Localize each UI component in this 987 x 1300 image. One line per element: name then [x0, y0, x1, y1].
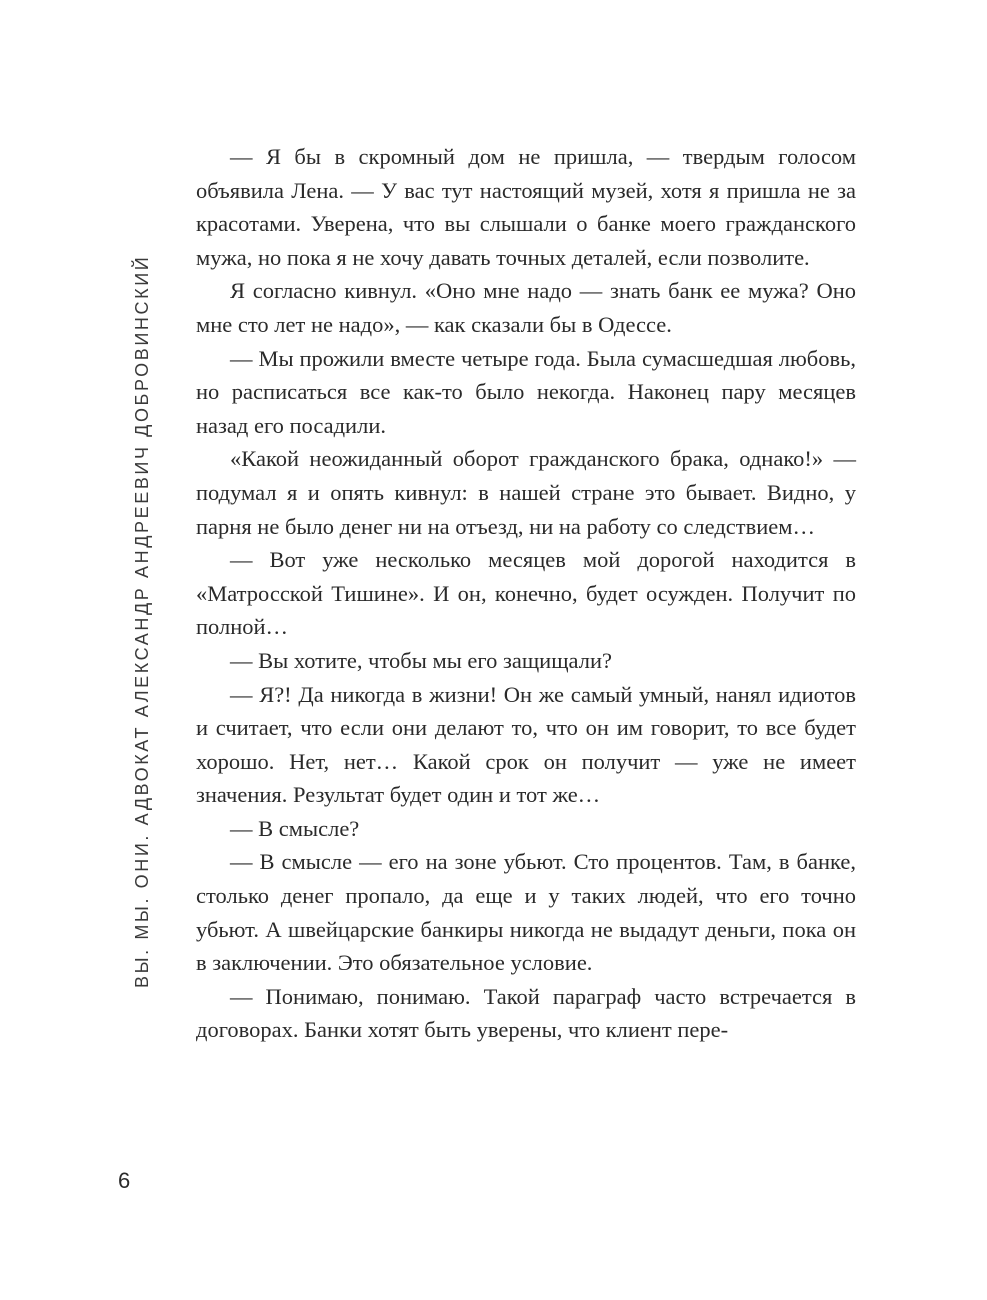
- paragraph: — В смысле?: [230, 815, 360, 841]
- paragraph: — Я?! Да никогда в жизни! Он же самый умный, нанял идиотов и считает, что если они делают то, что он им говорит, то все будет хорошо. Нет, нет… Какой срок он получит — уже не имеет значения. Результат будет один и тот же…: [196, 681, 856, 808]
- paragraph: — Я бы в скромный дом не пришла, — твердым голосом объявила Лена. — У вас тут настоящий музей, хотя я пришла не за красотами. Уверена, что вы слышали о банке моего гражданского мужа, но пока я не хочу давать точных деталей, если позволите.: [196, 144, 856, 270]
- paragraph: — Понимаю, понимаю. Такой параграф часто встречается в договорах. Банки хотят быть уверены, что клиент пере-: [196, 983, 856, 1043]
- body-text: [196, 140, 856, 1047]
- paragraph: — Вы хотите, чтобы мы его защищали?: [230, 647, 612, 673]
- page-number: 6: [118, 1168, 131, 1193]
- paragraph: — В смысле — его на зоне убьют. Сто процентов. Там, в банке, столько денег пропало, да еще и у таких людей, что его точно убьют. А швейцарские банкиры никогда не выдадут деньги, пока он в заключении. Это обязательное условие.: [196, 849, 856, 976]
- paragraph: — Вот уже несколько месяцев мой дорогой находится в «Матросской Тишине». И он, конечно, будет осужден. Получит по полной…: [196, 547, 856, 640]
- running-head: ВЫ. МЫ. ОНИ. АДВОКАТ АЛЕКСАНДР АНДРЕЕВИЧ ДОБРОВИНСКИЙ: [132, 254, 152, 988]
- paragraph: — Мы прожили вместе четыре года. Была сумасшедшая любовь, но расписаться все как-то было некогда. Наконец пару месяцев назад его посадили.: [196, 345, 856, 438]
- paragraph: «Какой неожиданный оборот гражданского брака, однако!» — подумал я и опять кивнул: в нашей стране это бывает. Видно, у парня не было денег ни на отъезд, ни на работу со следствием…: [196, 446, 856, 539]
- paragraph: Я согласно кивнул. «Оно мне надо — знать банк ее мужа? Оно мне сто лет не надо», — как сказали бы в Одессе.: [196, 278, 856, 337]
